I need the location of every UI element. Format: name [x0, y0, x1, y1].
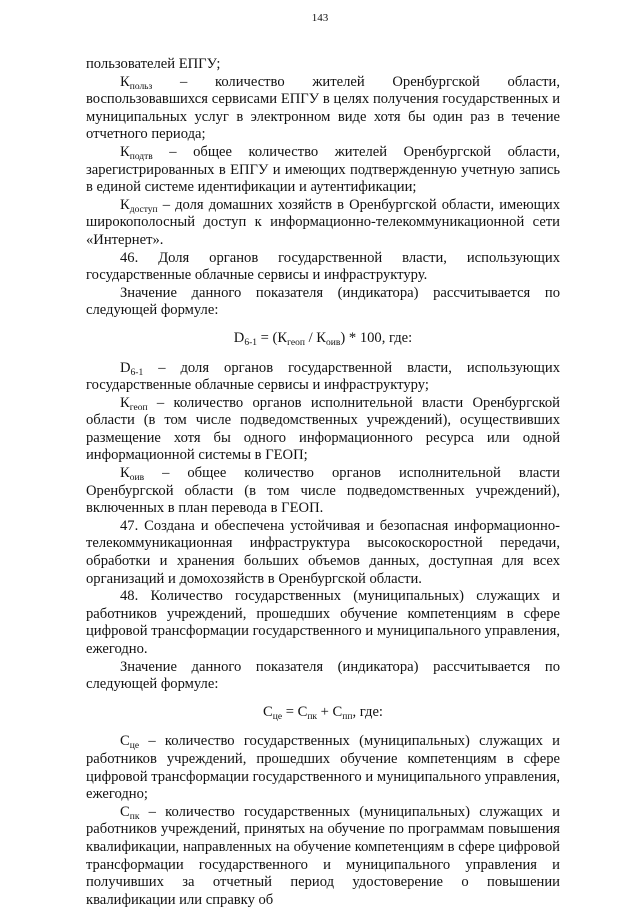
paragraph-continuation: пользователей ЕПГУ; — [86, 56, 221, 72]
formula-c-ce: $C_{це} = C_{пк} + C_{пп}$, где: — [263, 703, 383, 722]
definition-c-pk: $C_{пк}$ – количество государственных (муниципальных) служащих и работников учреждений, принятых на обучение по программам повышения квалификации, направленных на обучение компетенциям в сфере цифровой трансформации государственного и муниципального управления и получивших за отчетный период удостоверение о повышении квалификации или справку об — [86, 803, 560, 908]
definition-k-polz: $К_{польз}$ – количество жителей Оренбургской области, воспользовавшихся сервисами ЕПГУ в целях получения государственных и муниципальных услуг в электронном виде хотя бы один раз в течение отчетного периода; — [86, 73, 560, 143]
page-number: 143 — [311, 12, 329, 24]
document-body — [86, 56, 560, 909]
definition-c-ce: $C_{це}$ – количество государственных (муниципальных) служащих и работников учреждений, прошедших обучение компетенциям в сфере цифровой трансформации государственного и муниципального управления, ежегодно; — [86, 733, 560, 803]
definition-k-podtv: $К_{подтв}$ – общее количество жителей Оренбургской области, зарегистрированных в ЕПГУ и имеющих подтвержденную учетную запись в единой системе идентификации и аутентификации; — [86, 143, 560, 196]
definition-k-geop: $К_{геоп}$ – количество органов исполнительной власти Оренбургской области (в том числе подведомственных учреждений), осуществивших размещение хотя бы одного информационного ресурса или одной информационной системы в ГЕОП; — [86, 394, 560, 464]
formula-intro-2: Значение данного показателя (индикатора) рассчитывается по следующей формуле: — [86, 658, 560, 693]
formula-d6-1: $D_{6-1} = (К_{геоп} / К_{оив}) * 100$, где: — [233, 329, 413, 348]
item-47-heading: 47. Создана и обеспечена устойчивая и безопасная информационно-телекоммуникационная инфраструктура высокоскоростной передачи, обработки и хранения больших объемов данных, доступная для всех организаций и домохозяйств в Оренбургской области. — [86, 517, 560, 587]
formula-intro-1: Значение данного показателя (индикатора) рассчитывается по следующей формуле: — [86, 284, 560, 319]
definition-d6-1: $D_{6-1}$ – доля органов государственной власти, использующих государственные облачные сервисы и инфраструктуру; — [86, 359, 560, 394]
item-46-heading: 46. Доля органов государственной власти, использующих государственные облачные сервисы и инфраструктуру. — [86, 249, 560, 284]
item-48-heading: 48. Количество государственных (муниципальных) служащих и работников учреждений, прошедших обучение компетенциям в сфере цифровой трансформации государственного и муниципального управления, ежегодно. — [86, 588, 560, 657]
definition-k-dostup: $К_{доступ}$ – доля домашних хозяйств в Оренбургской области, имеющих широкополосный доступ к информационно-телекоммуникационной сети «Интернет». — [86, 196, 560, 248]
definition-k-oiv: $К_{оив}$ – общее количество органов исполнительной власти Оренбургской области (в том числе подведомственных учреждений), включенных в план перевода в ГЕОП. — [86, 465, 560, 517]
